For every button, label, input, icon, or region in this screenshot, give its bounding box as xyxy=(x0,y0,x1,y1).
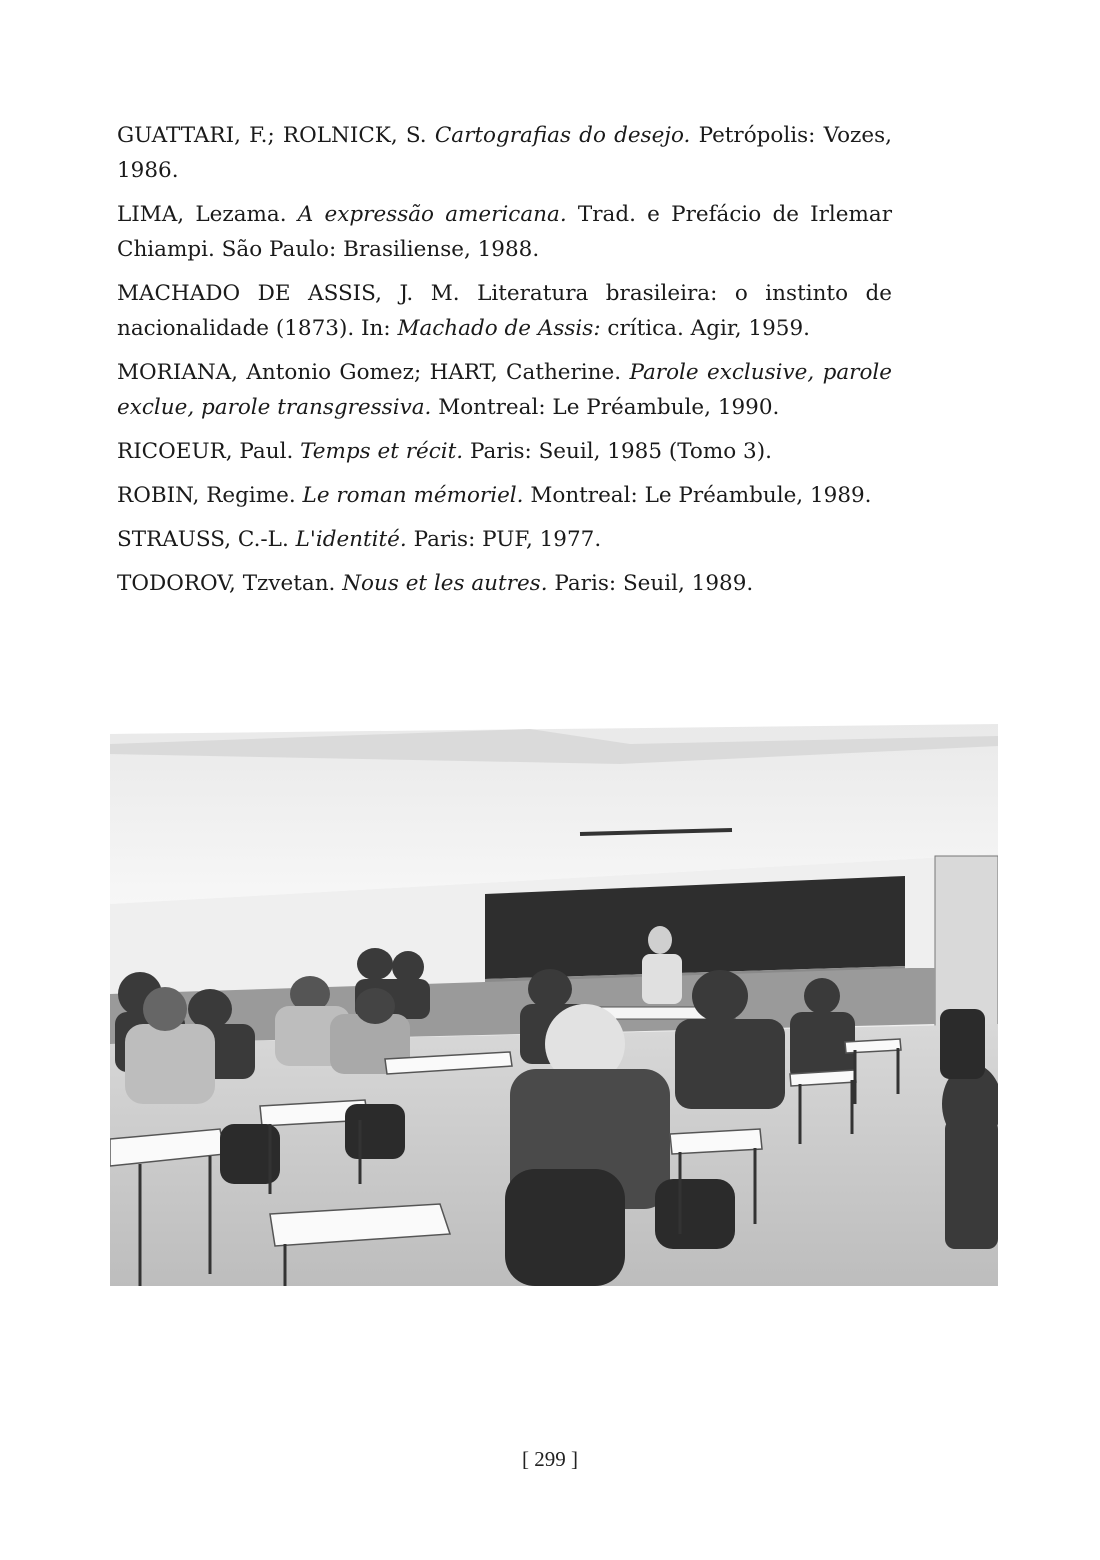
reference-entry: GUATTARI, F.; ROLNICK, S. Cartografias do desejo. Petrópolis: Vozes, 1986. xyxy=(117,123,892,183)
reference-entry: RICOEUR, Paul. Temps et récit. Paris: Seuil, 1985 (Tomo 3). xyxy=(117,439,772,464)
reference-entry: LIMA, Lezama. A expressão americana. Trad. e Prefácio de Irlemar Chiampi. São Paulo: Brasiliense, 1988. xyxy=(117,202,893,262)
reference-entry: ROBIN, Regime. Le roman mémoriel. Montreal: Le Préambule, 1989. xyxy=(117,483,872,508)
reference-entry: STRAUSS, C.-L. L'identité. Paris: PUF, 1977. xyxy=(117,527,602,552)
bibliography-list xyxy=(117,118,892,610)
reference-entry: MACHADO DE ASSIS, J. M. Literatura brasileira: o instinto de nacionalidade (1873). In: Machado de Assis: crítica. Agir, 1959. xyxy=(117,281,892,341)
page-number: [ 299 ] xyxy=(522,1447,578,1471)
reference-entry: TODOROV, Tzvetan. Nous et les autres. Paris: Seuil, 1989. xyxy=(117,571,754,596)
reference-entry: MORIANA, Antonio Gomez; HART, Catherine. Parole exclusive, parole exclue, parole transgressiva. Montreal: Le Préambule, 1990. xyxy=(117,360,892,420)
classroom-photo xyxy=(110,724,998,1286)
